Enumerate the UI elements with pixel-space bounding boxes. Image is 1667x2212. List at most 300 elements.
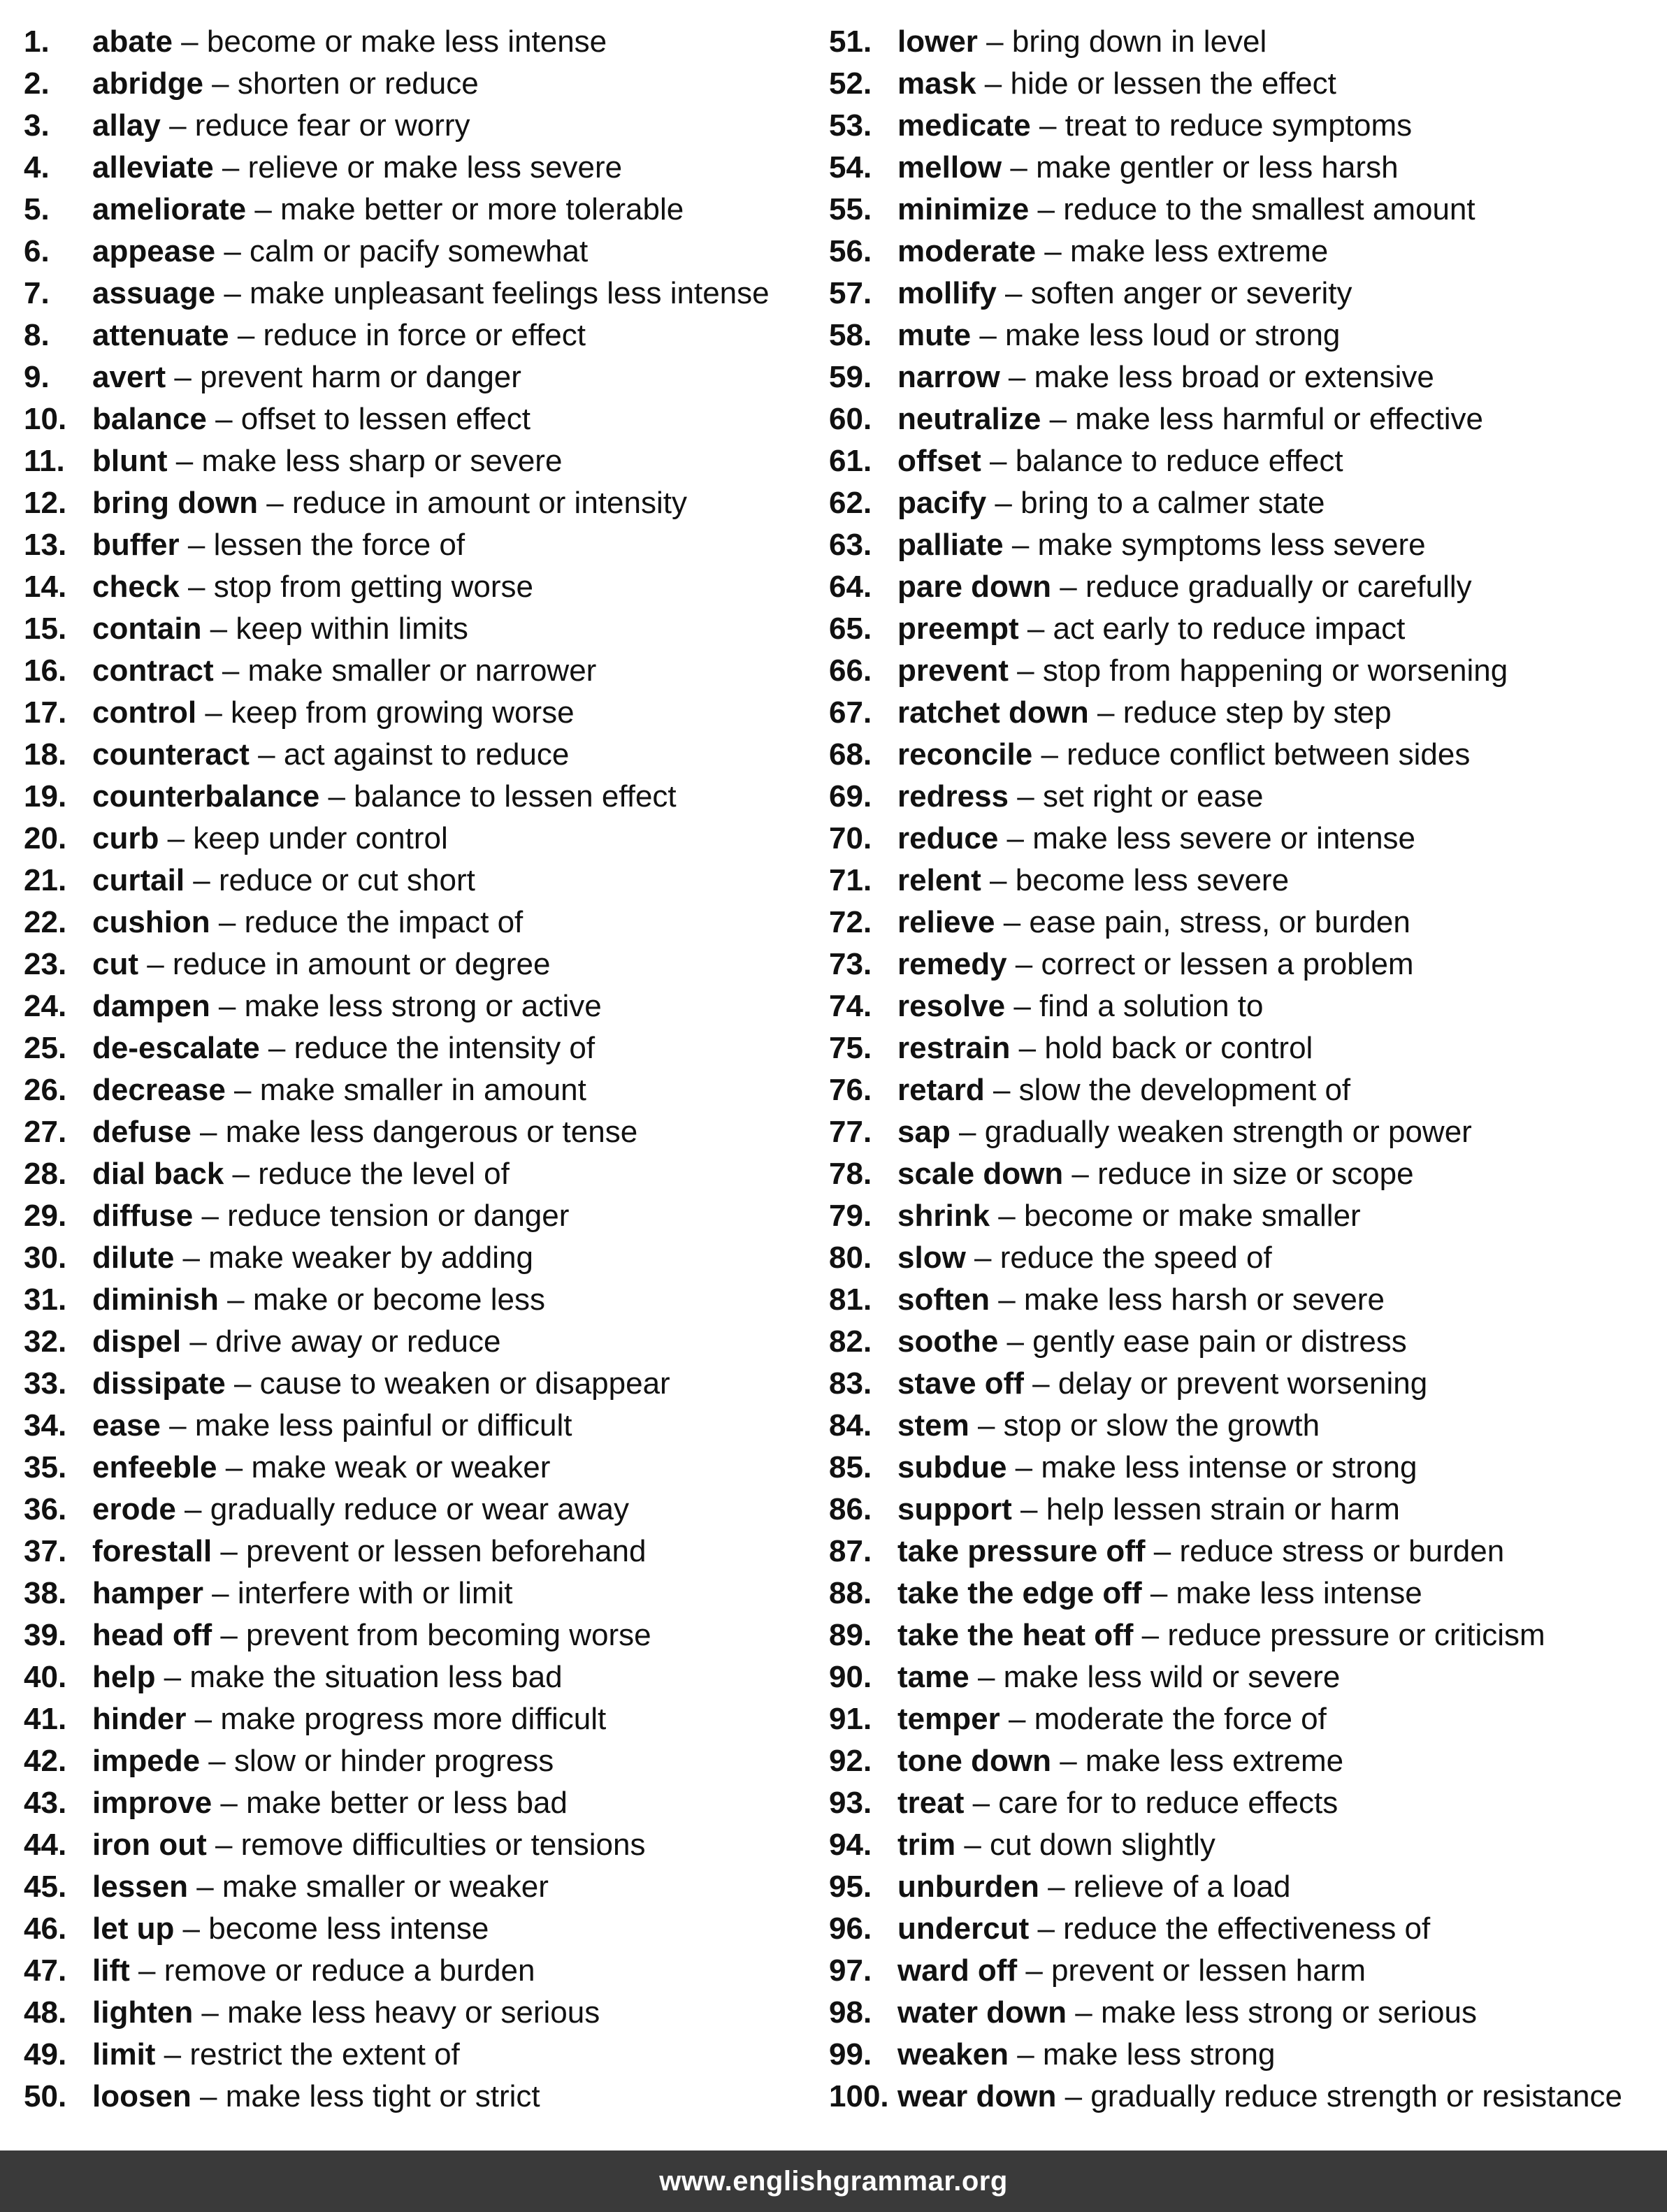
item-number: 21. <box>24 863 67 897</box>
item-word: balance <box>92 402 207 436</box>
item-word: lower <box>897 24 978 59</box>
item-number: 59. <box>829 360 872 394</box>
item-dash-separator: – <box>129 1953 164 1988</box>
item-dash-separator: – <box>990 1282 1024 1317</box>
item-number: 81. <box>829 1282 872 1317</box>
item-number: 65. <box>829 612 872 646</box>
list-item <box>829 1698 1661 1740</box>
item-number: 4. <box>24 150 50 185</box>
item-word: attenuate <box>92 318 229 352</box>
list-item <box>24 650 800 692</box>
list-item <box>829 1321 1661 1363</box>
item-number: 96. <box>829 1911 872 1946</box>
item-number: 39. <box>24 1618 67 1652</box>
item-word: de-escalate <box>92 1031 260 1065</box>
item-dash-separator: – <box>201 612 236 646</box>
item-word: forestall <box>92 1534 212 1568</box>
list-item <box>24 482 800 524</box>
item-word: sap <box>897 1115 951 1149</box>
item-number: 69. <box>829 779 872 814</box>
item-dash-separator: – <box>1063 1157 1098 1191</box>
item-definition: prevent harm or danger <box>200 360 521 394</box>
item-definition: become less intense <box>208 1911 489 1946</box>
item-definition: gradually reduce or wear away <box>210 1492 629 1526</box>
item-number: 5. <box>24 192 50 226</box>
item-definition: stop or slow the growth <box>1003 1408 1320 1443</box>
item-definition: set right or ease <box>1042 779 1264 814</box>
list-item <box>24 63 800 105</box>
item-word: retard <box>897 1073 985 1107</box>
item-word: palliate <box>897 528 1004 562</box>
item-word: hamper <box>92 1576 203 1610</box>
item-definition: calm or pacify somewhat <box>250 234 589 268</box>
item-dash-separator: – <box>1039 1870 1074 1904</box>
list-item <box>24 524 800 566</box>
item-definition: make less harsh or severe <box>1023 1282 1385 1317</box>
item-word: mollify <box>897 276 997 310</box>
list-item <box>829 440 1661 482</box>
item-definition: bring to a calmer state <box>1020 486 1325 520</box>
item-dash-separator: – <box>1088 695 1123 730</box>
item-dash-separator: – <box>1010 1031 1045 1065</box>
item-definition: gradually weaken strength or power <box>984 1115 1472 1149</box>
list-item <box>829 1405 1661 1447</box>
item-word: trim <box>897 1828 956 1862</box>
item-definition: make less broad or extensive <box>1034 360 1434 394</box>
item-number: 93. <box>829 1786 872 1820</box>
item-dash-separator: – <box>213 150 248 185</box>
item-dash-separator: – <box>206 402 241 436</box>
item-dash-separator: – <box>196 695 231 730</box>
item-word: counteract <box>92 737 250 772</box>
item-definition: act against to reduce <box>283 737 570 772</box>
item-word: erode <box>92 1492 176 1526</box>
item-definition: help lessen strain or harm <box>1046 1492 1400 1526</box>
item-word: slow <box>897 1241 966 1275</box>
list-item <box>24 2076 800 2118</box>
item-number: 61. <box>829 444 872 478</box>
item-word: ameliorate <box>92 192 247 226</box>
list-item <box>24 1195 800 1237</box>
item-definition: reduce the effectiveness of <box>1063 1911 1431 1946</box>
item-definition: prevent from becoming worse <box>246 1618 651 1652</box>
item-number: 47. <box>24 1953 67 1988</box>
item-definition: reduce in force or effect <box>263 318 586 352</box>
item-dash-separator: – <box>1030 108 1065 143</box>
list-item <box>24 776 800 818</box>
item-definition: make weak or weaker <box>251 1450 551 1484</box>
item-word: abridge <box>92 66 203 101</box>
item-definition: find a solution to <box>1039 989 1264 1023</box>
list-item <box>829 1069 1661 1111</box>
item-dash-separator: – <box>191 1115 226 1149</box>
item-definition: restrict the extent of <box>189 2037 460 2072</box>
item-number: 95. <box>829 1870 872 1904</box>
list-item <box>24 1782 800 1824</box>
item-dash-separator: – <box>955 1828 990 1862</box>
item-number: 2. <box>24 66 50 101</box>
item-word: water down <box>897 1995 1067 2030</box>
item-dash-separator: – <box>981 863 1016 897</box>
item-word: diffuse <box>92 1199 194 1233</box>
item-definition: relieve or make less severe <box>247 150 623 185</box>
item-word: cushion <box>92 905 210 939</box>
item-definition: prevent or lessen harm <box>1051 1953 1366 1988</box>
item-dash-separator: – <box>160 108 195 143</box>
item-dash-separator: – <box>186 1702 221 1736</box>
list-item <box>829 315 1661 356</box>
item-word: head off <box>92 1618 212 1652</box>
item-definition: make less strong <box>1042 2037 1276 2072</box>
list-item <box>24 985 800 1027</box>
item-dash-separator: – <box>174 1241 209 1275</box>
item-number: 31. <box>24 1282 67 1317</box>
item-number: 20. <box>24 821 67 855</box>
item-dash-separator: – <box>1067 1995 1101 2030</box>
item-dash-separator: – <box>998 821 1033 855</box>
item-dash-separator: – <box>229 318 264 352</box>
list-item <box>24 734 800 776</box>
item-definition: reduce tension or danger <box>227 1199 570 1233</box>
item-word: limit <box>92 2037 156 2072</box>
list-item <box>24 1447 800 1489</box>
item-number: 42. <box>24 1744 67 1778</box>
item-word: tame <box>897 1660 969 1694</box>
item-definition: make less sharp or severe <box>201 444 563 478</box>
item-word: assuage <box>92 276 216 310</box>
item-definition: interfere with or limit <box>237 1576 513 1610</box>
item-word: ward off <box>897 1953 1018 1988</box>
item-definition: moderate the force of <box>1034 1702 1327 1736</box>
item-definition: reduce the level of <box>258 1157 510 1191</box>
list-item <box>829 944 1661 985</box>
item-number: 64. <box>829 570 872 604</box>
item-definition: stop from happening or worsening <box>1042 653 1508 688</box>
item-dash-separator: – <box>174 1911 209 1946</box>
item-word: offset <box>897 444 981 478</box>
item-dash-separator: – <box>1051 1744 1085 1778</box>
item-number: 56. <box>829 234 872 268</box>
item-definition: make or become less <box>252 1282 545 1317</box>
item-dash-separator: – <box>181 1324 216 1359</box>
item-word: remedy <box>897 947 1007 981</box>
item-definition: slow the development of <box>1018 1073 1351 1107</box>
item-word: tone down <box>897 1744 1051 1778</box>
item-number: 82. <box>829 1324 872 1359</box>
item-word: soothe <box>897 1324 999 1359</box>
item-word: mask <box>897 66 976 101</box>
item-word: moderate <box>897 234 1037 268</box>
item-word: loosen <box>92 2079 192 2113</box>
item-number: 89. <box>829 1618 872 1652</box>
list-item <box>24 1950 800 1992</box>
item-number: 50. <box>24 2079 67 2113</box>
list-item <box>829 902 1661 944</box>
item-definition: make gentler or less harsh <box>1036 150 1399 185</box>
list-item <box>24 21 800 63</box>
item-definition: offset to lessen effect <box>240 402 531 436</box>
item-dash-separator: – <box>1023 1366 1058 1401</box>
item-dash-separator: – <box>964 1786 999 1820</box>
item-word: contain <box>92 612 202 646</box>
item-dash-separator: – <box>187 1870 222 1904</box>
item-dash-separator: – <box>1006 947 1041 981</box>
item-number: 67. <box>829 695 872 730</box>
item-definition: become or make less intense <box>206 24 607 59</box>
list-item <box>829 398 1661 440</box>
item-word: relent <box>897 863 981 897</box>
list-item <box>24 1069 800 1111</box>
item-definition: make less tight or strict <box>225 2079 540 2113</box>
list-item <box>24 1824 800 1866</box>
item-word: dispel <box>92 1324 182 1359</box>
item-number: 38. <box>24 1576 67 1610</box>
list-item <box>829 21 1661 63</box>
item-dash-separator: – <box>1133 1618 1168 1652</box>
item-number: 86. <box>829 1492 872 1526</box>
item-dash-separator: – <box>160 1408 195 1443</box>
item-dash-separator: – <box>950 1115 985 1149</box>
item-number: 76. <box>829 1073 872 1107</box>
item-definition: reduce pressure or criticism <box>1167 1618 1545 1652</box>
item-word: treat <box>897 1786 965 1820</box>
item-number: 72. <box>829 905 872 939</box>
item-number: 34. <box>24 1408 67 1443</box>
item-definition: relieve of a load <box>1073 1870 1291 1904</box>
list-item <box>829 1656 1661 1698</box>
item-word: curtail <box>92 863 185 897</box>
list-item <box>829 1782 1661 1824</box>
item-definition: bring down in level <box>1011 24 1267 59</box>
item-number: 43. <box>24 1786 67 1820</box>
list-item <box>24 1656 800 1698</box>
item-word: lighten <box>92 1995 194 2030</box>
item-word: iron out <box>92 1828 207 1862</box>
list-item <box>829 482 1661 524</box>
item-word: lessen <box>92 1870 188 1904</box>
item-number: 71. <box>829 863 872 897</box>
item-definition: make progress more difficult <box>220 1702 607 1736</box>
list-item <box>24 1908 800 1950</box>
item-number: 10. <box>24 402 67 436</box>
item-dash-separator: – <box>319 779 354 814</box>
item-dash-separator: – <box>1029 192 1064 226</box>
item-dash-separator: – <box>976 66 1011 101</box>
item-number: 44. <box>24 1828 67 1862</box>
item-dash-separator: – <box>155 1660 190 1694</box>
item-word: medicate <box>897 108 1031 143</box>
item-definition: become or make smaller <box>1023 1199 1361 1233</box>
item-dash-separator: – <box>203 66 238 101</box>
item-number: 30. <box>24 1241 67 1275</box>
item-number: 97. <box>829 1953 872 1988</box>
item-word: wear down <box>897 2079 1057 2113</box>
item-dash-separator: – <box>1145 1534 1180 1568</box>
list-item <box>24 147 800 189</box>
item-word: impede <box>92 1744 201 1778</box>
item-word: cut <box>92 947 138 981</box>
item-word: pacify <box>897 486 987 520</box>
item-definition: reduce or cut short <box>218 863 475 897</box>
item-dash-separator: – <box>193 1199 228 1233</box>
item-dash-separator: – <box>1008 653 1043 688</box>
item-number: 33. <box>24 1366 67 1401</box>
item-word: take the heat off <box>897 1618 1134 1652</box>
item-number: 84. <box>829 1408 872 1443</box>
list-item <box>24 356 800 398</box>
item-definition: make less intense <box>1176 1576 1422 1610</box>
item-definition: hold back or control <box>1044 1031 1313 1065</box>
item-definition: make better or less bad <box>246 1786 568 1820</box>
item-dash-separator: – <box>1141 1576 1176 1610</box>
list-item <box>24 1866 800 1908</box>
item-dash-separator: – <box>1011 1492 1046 1526</box>
item-word: preempt <box>897 612 1019 646</box>
item-dash-separator: – <box>1032 737 1067 772</box>
list-item <box>829 1908 1661 1950</box>
item-definition: make weaker by adding <box>208 1241 533 1275</box>
item-dash-separator: – <box>258 486 292 520</box>
list-item <box>24 231 800 273</box>
item-word: let up <box>92 1911 175 1946</box>
list-item <box>24 902 800 944</box>
list-item <box>829 1573 1661 1614</box>
item-number: 45. <box>24 1870 67 1904</box>
list-item <box>24 398 800 440</box>
item-word: dissipate <box>92 1366 226 1401</box>
item-dash-separator: – <box>1003 528 1038 562</box>
item-definition: make less strong or active <box>244 989 602 1023</box>
item-word: defuse <box>92 1115 192 1149</box>
item-dash-separator: – <box>167 444 202 478</box>
list-item <box>829 524 1661 566</box>
item-number: 60. <box>829 402 872 436</box>
item-number: 77. <box>829 1115 872 1149</box>
item-number: 23. <box>24 947 67 981</box>
item-dash-separator: – <box>138 947 173 981</box>
item-definition: reduce stress or burden <box>1179 1534 1505 1568</box>
item-dash-separator: – <box>1029 1911 1064 1946</box>
item-word: pare down <box>897 570 1052 604</box>
item-definition: care for to reduce effects <box>998 1786 1338 1820</box>
list-item <box>829 985 1661 1027</box>
item-word: stave off <box>897 1366 1024 1401</box>
item-definition: slow or hinder progress <box>233 1744 554 1778</box>
item-dash-separator: – <box>249 737 284 772</box>
item-definition: make smaller in amount <box>259 1073 586 1107</box>
item-word: support <box>897 1492 1012 1526</box>
item-number: 91. <box>829 1702 872 1736</box>
item-definition: make less painful or difficult <box>194 1408 572 1443</box>
list-item <box>24 1614 800 1656</box>
item-word: allay <box>92 108 161 143</box>
item-definition: make better or more tolerable <box>280 192 684 226</box>
list-item <box>24 860 800 902</box>
item-number: 32. <box>24 1324 67 1359</box>
item-number: 16. <box>24 653 67 688</box>
item-definition: treat to reduce symptoms <box>1065 108 1413 143</box>
item-word: dampen <box>92 989 210 1023</box>
item-dash-separator: – <box>1018 612 1053 646</box>
item-definition: make less dangerous or tense <box>225 1115 638 1149</box>
item-dash-separator: – <box>969 1660 1004 1694</box>
item-dash-separator: – <box>172 24 207 59</box>
item-dash-separator: – <box>1009 779 1043 814</box>
item-word: check <box>92 570 180 604</box>
item-definition: make less wild or severe <box>1003 1660 1341 1694</box>
item-definition: make less intense or strong <box>1041 1450 1417 1484</box>
item-word: appease <box>92 234 216 268</box>
item-word: stem <box>897 1408 969 1443</box>
item-definition: remove difficulties or tensions <box>240 1828 646 1862</box>
item-number: 13. <box>24 528 67 562</box>
item-number: 54. <box>829 150 872 185</box>
item-word: prevent <box>897 653 1009 688</box>
item-word: weaken <box>897 2037 1009 2072</box>
list-item <box>24 189 800 231</box>
item-number: 62. <box>829 486 872 520</box>
item-dash-separator: – <box>1006 1450 1041 1484</box>
item-word: relieve <box>897 905 995 939</box>
item-word: reconcile <box>897 737 1033 772</box>
list-item <box>24 1363 800 1405</box>
list-item <box>24 2034 800 2076</box>
item-definition: reduce fear or worry <box>194 108 470 143</box>
item-definition: balance to reduce effect <box>1015 444 1343 478</box>
item-number: 90. <box>829 1660 872 1694</box>
item-dash-separator: – <box>1036 234 1070 268</box>
item-word: diminish <box>92 1282 219 1317</box>
item-definition: reduce in amount or degree <box>172 947 551 981</box>
item-definition: make less loud or strong <box>1005 318 1341 352</box>
item-number: 74. <box>829 989 872 1023</box>
list-item <box>24 944 800 985</box>
item-word: restrain <box>897 1031 1011 1065</box>
item-number: 100. <box>829 2079 889 2113</box>
item-dash-separator: – <box>1041 402 1076 436</box>
item-number: 22. <box>24 905 67 939</box>
item-number: 1. <box>24 24 50 59</box>
list-item <box>24 818 800 860</box>
item-number: 63. <box>829 528 872 562</box>
item-number: 36. <box>24 1492 67 1526</box>
list-item <box>24 315 800 356</box>
list-item <box>829 231 1661 273</box>
item-definition: reduce gradually or carefully <box>1085 570 1472 604</box>
item-dash-separator: – <box>175 1492 210 1526</box>
item-number: 94. <box>829 1828 872 1862</box>
list-item <box>829 1363 1661 1405</box>
item-number: 48. <box>24 1995 67 2030</box>
list-item <box>829 356 1661 398</box>
item-dash-separator: – <box>1002 150 1037 185</box>
item-number: 18. <box>24 737 67 772</box>
item-word: unburden <box>897 1870 1039 1904</box>
list-item <box>829 1111 1661 1153</box>
list-item <box>24 1489 800 1531</box>
item-dash-separator: – <box>971 318 1006 352</box>
item-dash-separator: – <box>225 1073 260 1107</box>
list-item <box>829 63 1661 105</box>
item-dash-separator: – <box>212 1534 247 1568</box>
item-definition: keep within limits <box>236 612 468 646</box>
item-word: buffer <box>92 528 180 562</box>
item-dash-separator: – <box>225 1366 260 1401</box>
item-dash-separator: – <box>213 653 248 688</box>
list-item <box>829 1153 1661 1195</box>
item-word: reduce <box>897 821 999 855</box>
item-number: 12. <box>24 486 67 520</box>
